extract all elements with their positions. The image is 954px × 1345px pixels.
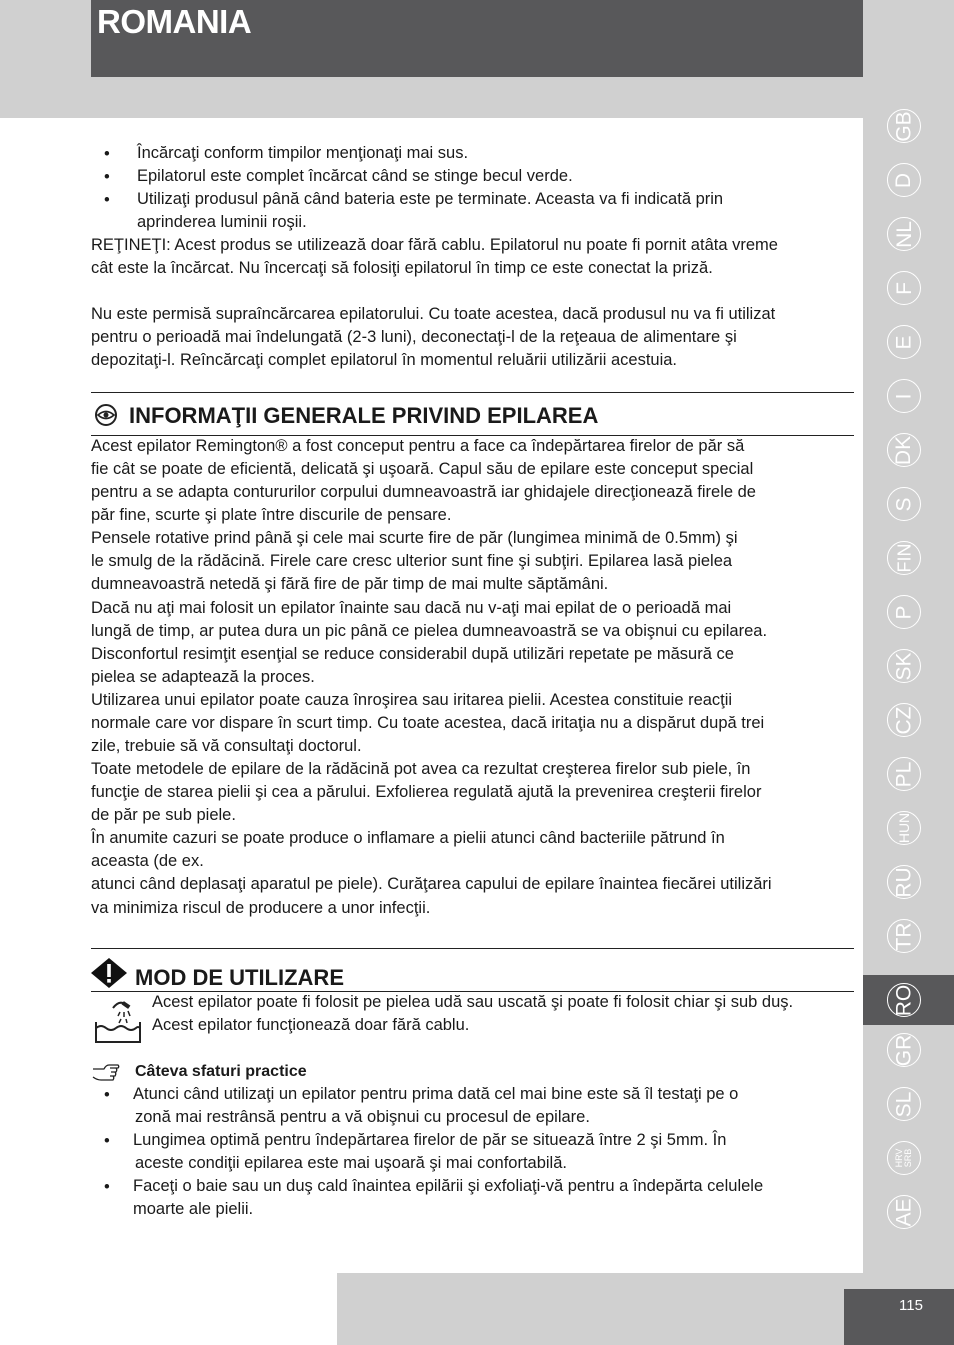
lang-tab-f[interactable]: F [876, 263, 932, 313]
lang-tab-ro[interactable]: RO [876, 975, 932, 1025]
general-line: zile, trebuie să vă consultaţi doctorul. [91, 737, 362, 755]
general-line: În anumite cazuri se poate produce o inflamare a pielii atunci când bacteriile pătrund în [91, 829, 725, 847]
lang-tab-gb[interactable]: GB [876, 101, 932, 151]
tip-3-cont: moarte ale pielii. [133, 1200, 254, 1218]
general-line: Acest epilator Remington® a fost conceput pentru a face ca îndepărtarea firelor de păr să [91, 437, 745, 455]
lang-tab-ru[interactable]: RU [876, 857, 932, 907]
tip-1: Atunci când utilizaţi un epilator pentru prima dată cel mai bine este să îl testaţi pe o [133, 1085, 739, 1103]
bottom-strip [0, 1273, 337, 1345]
overcharge-line-2: pentru o perioadă mai îndelungată (2-3 luni), deconectaţi-l de la reţeaua de alimentare şi [91, 328, 737, 346]
lang-tab-ae[interactable]: AE [876, 1187, 932, 1237]
general-line: normale care vor dispare în scurt timp. Cu toate acestea, dacă iritaţia nu a dispărut după trei [91, 714, 765, 732]
general-line: Utilizarea unui epilator poate cauza înroşirea sau iritarea pielii. Acestea constituie reacţii [91, 691, 733, 709]
page-title: ROMANIA [97, 3, 252, 40]
general-line: de păr pe sub piele. [91, 806, 236, 824]
general-line: Dacă nu aţi mai folosit un epilator înainte sau dacă nu v-aţi mai epilat de o perioadă mai [91, 599, 732, 617]
lang-tab-cz[interactable]: CZ [876, 695, 932, 745]
page-number: 115 [899, 1297, 923, 1314]
tip-2: Lungimea optimă pentru îndepărtarea firelor de păr se situează între 2 şi 5mm. În [133, 1131, 727, 1149]
bullet: • [104, 1086, 110, 1104]
overcharge-line-3: depozitaţi-l. Reîncărcaţi complet epilatorul în momentul reluării utilizării acestuia. [91, 351, 678, 369]
section-title-usage: MOD DE UTILIZARE [135, 965, 344, 990]
tip-3: Faceţi o baie sau un duş cald înaintea epilării şi exfoliaţi-vă pentru a îndepărta celulele [133, 1177, 764, 1195]
bullet: • [104, 145, 110, 163]
lang-tab-sk[interactable]: SK [876, 641, 932, 691]
shower-line-1: Acest epilator poate fi folosit pe pielea udă sau uscată şi poate fi folosit chiar şi sub duş. [152, 993, 794, 1011]
note-line-1: REŢINEŢI: Acest produs se utilizează doar fără cablu. Epilatorul nu poate fi pornit atâta vreme [91, 236, 778, 254]
tips-title: Câteva sfaturi practice [135, 1063, 307, 1080]
charging-bullet-2: Epilatorul este complet încărcat când se stinge becul verde. [137, 167, 573, 185]
lang-tab-e[interactable]: E [876, 317, 932, 367]
general-line: atunci când deplasaţi aparatul pe piele). Curăţarea capului de epilare înaintea fiecărei utilizări [91, 875, 772, 893]
lang-tab-fin[interactable]: FIN [876, 533, 932, 583]
general-line: dumneavoastră netedă şi fără fire de păr timp de mai multe săptămâni. [91, 575, 609, 593]
lang-tab-s[interactable]: S [876, 479, 932, 529]
lang-tab-d[interactable]: D [876, 155, 932, 205]
general-line: Disconfortul resimţit esenţial se reduce considerabil după utilizări repetate pe măsură ce [91, 645, 734, 663]
lang-tab-i[interactable]: I [876, 371, 932, 421]
section-heading-usage [91, 958, 344, 995]
tip-2-cont: aceste condiţii epilarea este mai uşoară şi mai confortabilă. [135, 1154, 567, 1172]
general-line: pielea se adaptează la proces. [91, 668, 315, 686]
general-line: va minimiza riscul de producere a unor infecţii. [91, 899, 431, 917]
general-line: pentru a se adapta contururilor corpului dumneavoastră iar ghidajele direcţionează firele de [91, 483, 756, 501]
general-line: păr fine, scurte şi plate între discurile de pensare. [91, 506, 452, 524]
section-rule-top [91, 392, 854, 393]
charging-bullet-3-cont: aprinderea luminii roşii. [137, 213, 307, 231]
general-line: fie cât se poate de eficientă, delicată şi uşoară. Capul său de epilare este conceput special [91, 460, 754, 478]
section-rule-top [91, 948, 854, 949]
section-title-general: INFORMAŢII GENERALE PRIVIND EPILAREA [129, 403, 599, 428]
header-bar [91, 0, 863, 77]
lang-tab-nl[interactable]: NL [876, 209, 932, 259]
section-heading-general [91, 402, 598, 433]
bullet: • [104, 191, 110, 209]
note-line-2: cât este la încărcat. Nu încercaţi să folosiţi epilatorul în timp ce este conectat la priză. [91, 259, 713, 277]
general-line: lungă de timp, ar putea dura un pic până ce pielea dumneavoastră se va obişnui cu epilarea. [91, 622, 768, 640]
page-number-box [844, 1289, 954, 1345]
bullet: • [104, 168, 110, 186]
lang-tab-gr[interactable]: GR [876, 1025, 932, 1075]
general-line: le smulg de la rădăcină. Firele care cresc ulterior sunt fine şi subţiri. Epilarea lasă pielea [91, 552, 733, 570]
general-line: aceasta (de ex. [91, 852, 204, 870]
shower-line-2: Acest epilator funcţionează doar fără cablu. [152, 1016, 470, 1034]
lang-tab-dk[interactable]: DK [876, 425, 932, 475]
lang-tab-tr[interactable]: TR [876, 911, 932, 961]
overcharge-line-1: Nu este permisă supraîncărcarea epilatorului. Cu toate acestea, dacă produsul nu va fi utilizat [91, 305, 776, 323]
charging-bullet-3: Utilizaţi produsul până când bateria este pe terminate. Aceasta va fi indicată prin [137, 190, 724, 208]
lang-tab-sl[interactable]: SL [876, 1079, 932, 1129]
bullet: • [104, 1132, 110, 1150]
eye-icon [91, 404, 121, 433]
lang-tab-hun[interactable]: HUN [876, 803, 932, 853]
general-line: Toate metodele de epilare de la rădăcină pot avea ca rezultat creşterea firelor sub piele, în [91, 760, 751, 778]
bullet: • [104, 1178, 110, 1196]
warning-icon [91, 958, 127, 995]
charging-bullet-1: Încărcaţi conform timpilor menţionaţi mai sus. [137, 144, 469, 162]
shower-bath-icon [93, 998, 143, 1051]
general-line: funcţie de starea pielii şi cea a părului. Exfolierea regulată ajută la prevenirea creşterii firelor [91, 783, 762, 801]
lang-tab-p[interactable]: P [876, 587, 932, 637]
lang-tab-pl[interactable]: PL [876, 749, 932, 799]
tip-1-cont: zonă mai restrânsă pentru a vă obişnui cu procesul de epilare. [135, 1108, 590, 1126]
lang-tab-hrv-srb[interactable]: HRV SRB [876, 1133, 932, 1183]
general-line: Pensele rotative prind până şi cele mai scurte fire de păr (lungimea minimă de 0.5mm) şi [91, 529, 738, 547]
